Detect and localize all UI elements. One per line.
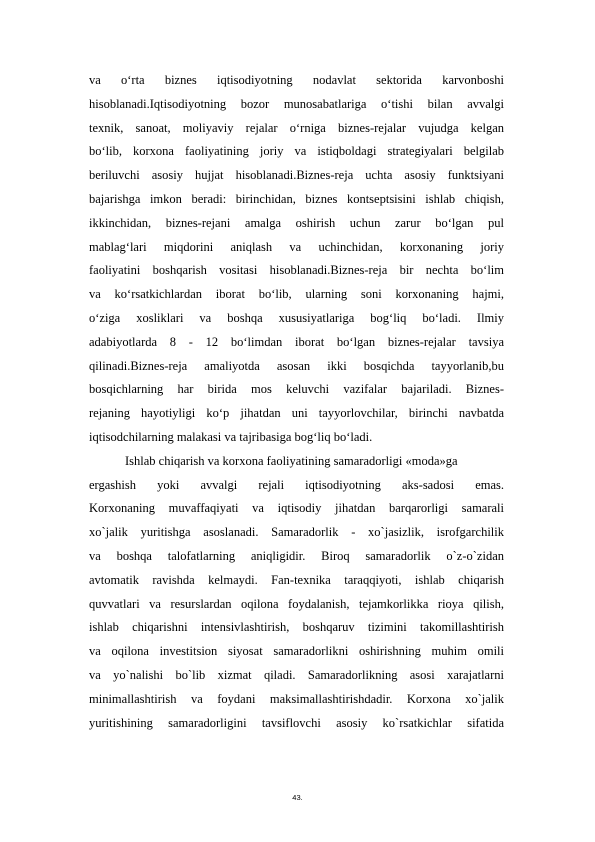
text-line: iqtisodchilarning malakasi va tajribasiga bog‘liq bo‘ladi.	[89, 429, 373, 444]
text-line: rejaning hayotiyligi ko‘p jihatdan uni tayyorlovchilar, birinchi navbatda	[89, 406, 504, 421]
text-line: va yo`nalishi bo`lib xizmat qiladi. Samaradorlikning asosi xarajatlarni	[89, 667, 504, 682]
text-line: minimallashtirish va foydani maksimallashtirishdadir. Korxona xo`jalik	[89, 691, 504, 706]
text-line: yuritishining samaradorligini tavsiflovchi asosiy ko`rsatkichlar sifatida	[89, 715, 504, 730]
text-line: bosqichlarning har birida mos keluvchi vazifalar bajariladi. Biznes-	[89, 382, 504, 397]
text-line: faoliyatini boshqarish vositasi hisoblanadi.Biznes-reja bir nechta bo‘lim	[89, 263, 504, 278]
body-text	[89, 69, 504, 735]
paragraph-2	[89, 450, 504, 736]
text-line: beriluvchi asosiy hujjat hisoblanadi.Biznes-reja uchta asosiy funktsiyani	[89, 168, 504, 183]
text-line: xo`jalik yuritishga asoslanadi. Samaradorlik - xo`jasizlik, isrofgarchilik	[89, 525, 504, 540]
text-line: bo‘lib, korxona faoliyatining joriy va istiqboldagi strategiyalari belgilab	[89, 144, 504, 159]
text-line: texnik, sanoat, moliyaviy rejalar o‘rniga biznes-rejalar vujudga kelgan	[89, 120, 504, 135]
text-line: bajarishga imkon beradi: birinchidan, biznes kontseptsisini ishlab chiqish,	[89, 191, 504, 206]
page-number: 43.	[292, 793, 303, 802]
text-line: o‘ziga xosliklari va boshqa xususiyatlariga bog‘liq bo‘ladi. Ilmiy	[89, 310, 504, 325]
text-line: adabiyotlarda 8 - 12 bo‘limdan iborat bo‘lgan biznes-rejalar tavsiya	[89, 334, 504, 349]
text-line: qilinadi.Biznes-reja amaliyotda asosan ikki bosqichda tayyorlanib,bu	[89, 358, 504, 373]
text-line: va o‘rta biznes iqtisodiyotning nodavlat sektorida karvonboshi	[89, 73, 504, 87]
text-line: Korxonaning muvaffaqiyati va iqtisodiy jihatdan barqarorligi samarali	[89, 501, 504, 516]
text-line: Ishlab chiqarish va korxona faoliyatining samaradorligi «moda»ga	[125, 453, 458, 468]
text-line: hisoblanadi.Iqtisodiyotning bozor munosabatlariga o‘tishi bilan avvalgi	[89, 96, 504, 111]
text-line: ergashish yoki avvalgi rejali iqtisodiyotning aks-sadosi emas.	[89, 477, 504, 492]
text-line: mablag‘lari miqdorini aniqlash va uchinchidan, korxonaning joriy	[89, 239, 504, 254]
text-line: va oqilona investitsion siyosat samaradorlikni oshirishning muhim omili	[89, 644, 504, 659]
paragraph-1	[89, 69, 504, 450]
text-line: quvvatlari va resurslardan oqilona foydalanish, tejamkorlikka rioya qilish,	[89, 596, 504, 611]
text-line: va boshqa talofatlarning aniqligidir. Biroq samaradorlik o`z-o`zidan	[89, 548, 504, 563]
text-line: avtomatik ravishda kelmaydi. Fan-texnika taraqqiyoti, ishlab chiqarish	[89, 572, 504, 587]
text-line: ishlab chiqarishni intensivlashtirish, boshqaruv tizimini takomillashtirish	[89, 620, 504, 635]
text-line: ikkinchidan, biznes-rejani amalga oshirish uchun zarur bo‘lgan pul	[89, 215, 504, 230]
text-line: va ko‘rsatkichlardan iborat bo‘lib, ularning soni korxonaning hajmi,	[89, 287, 504, 302]
